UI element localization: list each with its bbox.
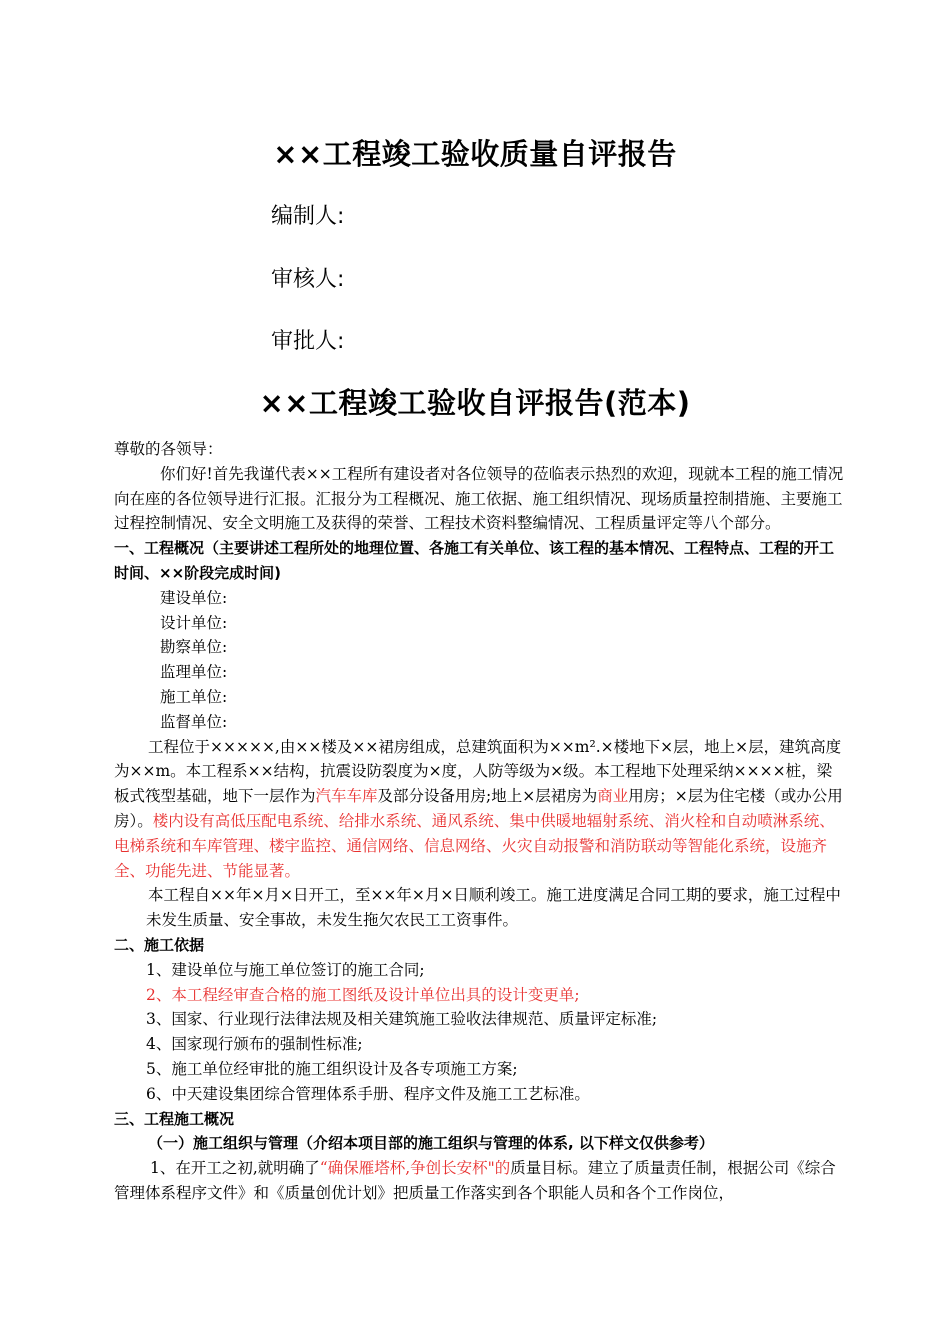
field-inspection-unit: 监督单位: <box>160 712 228 731</box>
field-supervision-unit: 监理单位: <box>160 663 228 682</box>
field-design-unit: 设计单位: <box>160 613 228 632</box>
greeting: 尊敬的各领导： <box>114 440 223 458</box>
overview-red-commercial: 商业 <box>597 787 629 806</box>
report-body <box>114 437 846 1206</box>
basis-item-5: 5、施工单位经审批的施工组织设计及各专项施工方案; <box>146 1059 518 1078</box>
organization-text-a: 1、在开工之初,就明确了 <box>150 1159 320 1178</box>
organization-text-b: 质量目标。建立了质量责任制，根据公司《综合管理体系程序文件》和《质量创优计划》把质量工作落实到各个职能人员和各个工作岗位， <box>114 1159 836 1202</box>
reviewer-label: 审核人: <box>271 267 345 292</box>
compiler-label: 编制人: <box>271 204 345 229</box>
approver-label: 审批人: <box>271 329 345 354</box>
organization-red-goal: “确保雁塔杯,争创长安杯"的 <box>319 1159 511 1178</box>
section1-heading: 一、工程概况（主要讲述工程所处的地理位置、各施工有关单位、该工程的基本情况、工程特点、工程的开工时间、××阶段完成时间) <box>114 539 835 582</box>
document-title: ××工程竣工验收质量自评报告 <box>273 137 677 171</box>
section3-heading: 三、工程施工概况 <box>114 1109 235 1128</box>
basis-item-3: 3、国家、行业现行法律法规及相关建筑施工验收法律规范、质量评定标准; <box>146 1010 658 1029</box>
field-contractor-unit: 施工单位: <box>160 687 228 706</box>
basis-item-2: 2、本工程经审查合格的施工图纸及设计单位出具的设计变更单; <box>146 985 580 1004</box>
section2-heading: 二、施工依据 <box>114 935 205 954</box>
overview-text-c: 用房；×层为住宅楼（或办公用房）。 <box>114 787 843 830</box>
basis-item-6: 6、中天建设集团综合管理体系手册、程序文件及施工工艺标准。 <box>146 1084 590 1103</box>
basis-item-4: 4、国家现行颁布的强制性标准; <box>146 1035 363 1054</box>
overview-red-systems: 楼内设有高低压配电系统、给排水系统、通风系统、集中供暖地辐射系统、消火栓和自动喷淋系统、电梯系统和车库管理、楼宇监控、通信网络、信息网络、火灾自动报警和消防联动等智能化系统，设施齐全、功能先进、节能显著。 <box>114 811 835 880</box>
basis-item-1: 1、建设单位与施工单位签订的施工合同; <box>146 960 425 979</box>
intro-paragraph: 你们好!首先我谨代表××工程所有建设者对各位领导的莅临表示热烈的欢迎，现就本工程的施工情况向在座的各位领导进行汇报。汇报分为工程概况、施工依据、施工组织情况、现场质量控制措施、主要施工过程控制情况、安全文明施工及获得的荣誉、工程技术资料整编情况、工程质量评定等八个部分。 <box>114 464 844 533</box>
overview-text-b: 及部分设备用房;地上×层裙房为 <box>377 787 598 806</box>
overview-red-garage: 汽车车库 <box>315 787 378 806</box>
section3-subheading: （一）施工组织与管理（介绍本项目部的施工组织与管理的体系, 以下样文仅供参考） <box>148 1134 714 1153</box>
field-construction-unit: 建设单位: <box>160 588 228 607</box>
report-title: ××工程竣工验收自评报告(范本) <box>259 386 691 420</box>
overview-text-a: 工程位于×××××,由××楼及××裙房组成，总建筑面积为××m².×楼地下×层，地上×层，建筑高度为××m。本工程系××结构，抗震设防裂度为×度，人防等级为×级。本工程地下处理采纳××××桩，梁板式筏型基础，地下一层作为 <box>114 737 842 806</box>
field-survey-unit: 勘察单位: <box>160 638 228 657</box>
organization-paragraph <box>114 1156 846 1206</box>
schedule-paragraph: 本工程自××年×月×日开工，至××年×月×日顺利竣工。施工进度满足合同工期的要求，施工过程中未发生质量、安全事故，未发生拖欠农民工工资事件。 <box>146 886 841 930</box>
project-overview-paragraph <box>114 735 846 884</box>
